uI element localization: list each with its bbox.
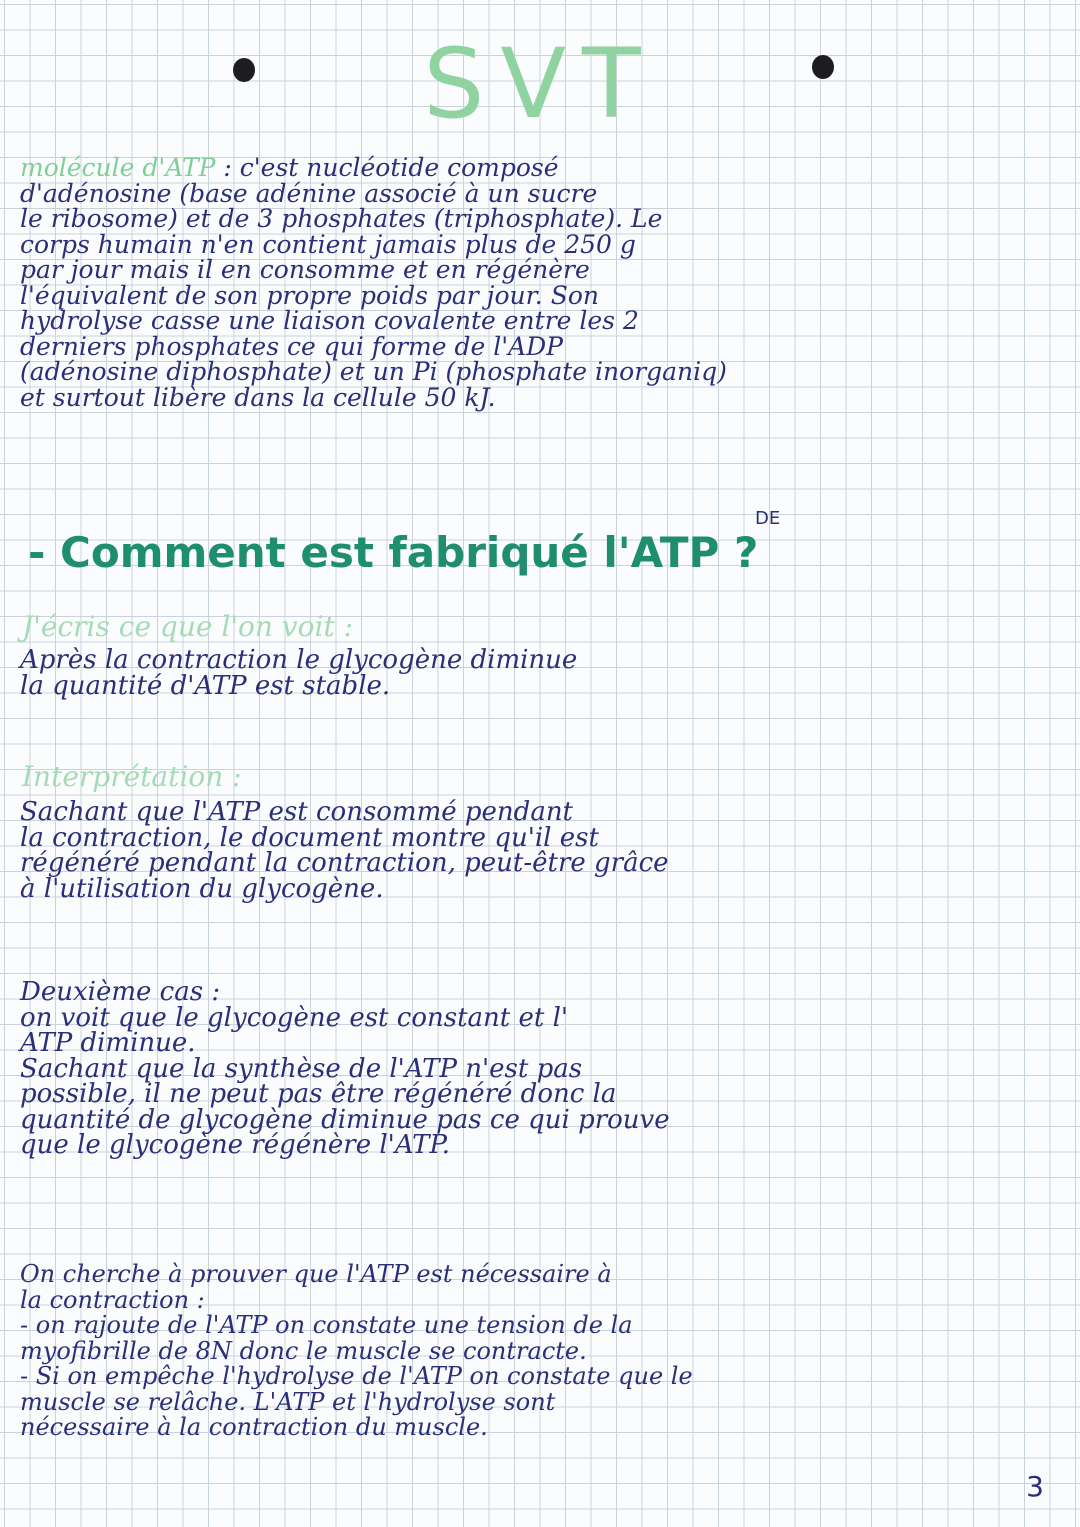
interpretation-line: régénéré pendant la contraction, peut-être grâce xyxy=(20,848,669,878)
observation-paragraph xyxy=(20,645,1050,701)
intro-line: l'équivalent de son propre poids par jour. Son xyxy=(20,280,599,310)
conclusion-line: - Si on empêche l'hydrolyse de l'ATP on constate que le xyxy=(20,1362,693,1390)
interpretation-line: Sachant que l'ATP est consommé pendant xyxy=(20,797,574,827)
conclusion-line: la contraction : xyxy=(20,1285,205,1314)
second-case-line: Sachant que la synthèse de l'ATP n'est pas xyxy=(20,1053,583,1084)
conclusion-line: myofibrille de 8N donc le muscle se contracte. xyxy=(20,1336,587,1365)
section-heading: - Comment est fabriqué l'ATP ? xyxy=(28,528,759,577)
intro-line-1: molécule d'ATP : c'est nucléotide composé xyxy=(20,153,559,182)
intro-line: le ribosome) et de 3 phosphates (triphosphate). Le xyxy=(20,204,663,233)
observation-line: la quantité d'ATP est stable. xyxy=(20,670,391,701)
intro-line: d'adénosine (base adénine associé à un sucre xyxy=(20,178,598,208)
second-case-line: que le glycogène régénère l'ATP. xyxy=(20,1130,451,1160)
second-case-paragraph xyxy=(20,977,1050,1160)
second-case-line: on voit que le glycogène est constant et l' xyxy=(20,1002,569,1033)
conclusion-line: muscle se relâche. L'ATP et l'hydrolyse sont xyxy=(20,1387,556,1416)
conclusion-line: nécessaire à la contraction du muscle. xyxy=(20,1413,488,1441)
margin-annotation: DE xyxy=(755,508,781,529)
conclusion-line: - on rajoute de l'ATP on constate une tension de la xyxy=(20,1311,633,1339)
intro-line: corps humain n'en contient jamais plus de 250 g xyxy=(20,229,636,259)
interpretation-title: Interprétation : xyxy=(22,760,242,793)
page-number: 3 xyxy=(1026,1470,1044,1503)
intro-line: et surtout libère dans la cellule 50 kJ. xyxy=(20,382,496,412)
interpretation-paragraph xyxy=(20,797,1050,904)
conclusion-paragraph xyxy=(20,1262,1050,1441)
second-case-line: ATP diminue. xyxy=(20,1028,196,1058)
conclusion-line: On cherche à prouver que l'ATP est nécessaire à xyxy=(20,1260,612,1288)
page-title: SVT xyxy=(423,28,657,140)
intro-paragraph xyxy=(20,155,1050,410)
intro-line: derniers phosphates ce qui forme de l'ADP xyxy=(20,331,564,361)
second-case-line: possible, il ne peut pas être régénéré donc la xyxy=(20,1079,617,1109)
intro-line: (adénosine diphosphate) et un Pi (phosphate inorganiq) xyxy=(20,357,727,386)
observation-title: J'écris ce que l'on voit : xyxy=(22,610,354,643)
intro-line: par jour mais il en consomme et en régénère xyxy=(20,255,590,284)
second-case-line: quantité de glycogène diminue pas ce qui prouve xyxy=(20,1104,670,1135)
intro-lead: molécule d'ATP xyxy=(20,153,216,182)
interpretation-line: la contraction, le document montre qu'il est xyxy=(20,822,599,853)
interpretation-line: à l'utilisation du glycogène. xyxy=(20,873,384,904)
intro-line: hydrolyse casse une liaison covalente entre les 2 xyxy=(20,306,639,335)
observation-line: Après la contraction le glycogène diminue xyxy=(20,645,578,675)
second-case-line: Deuxième cas : xyxy=(20,977,221,1007)
